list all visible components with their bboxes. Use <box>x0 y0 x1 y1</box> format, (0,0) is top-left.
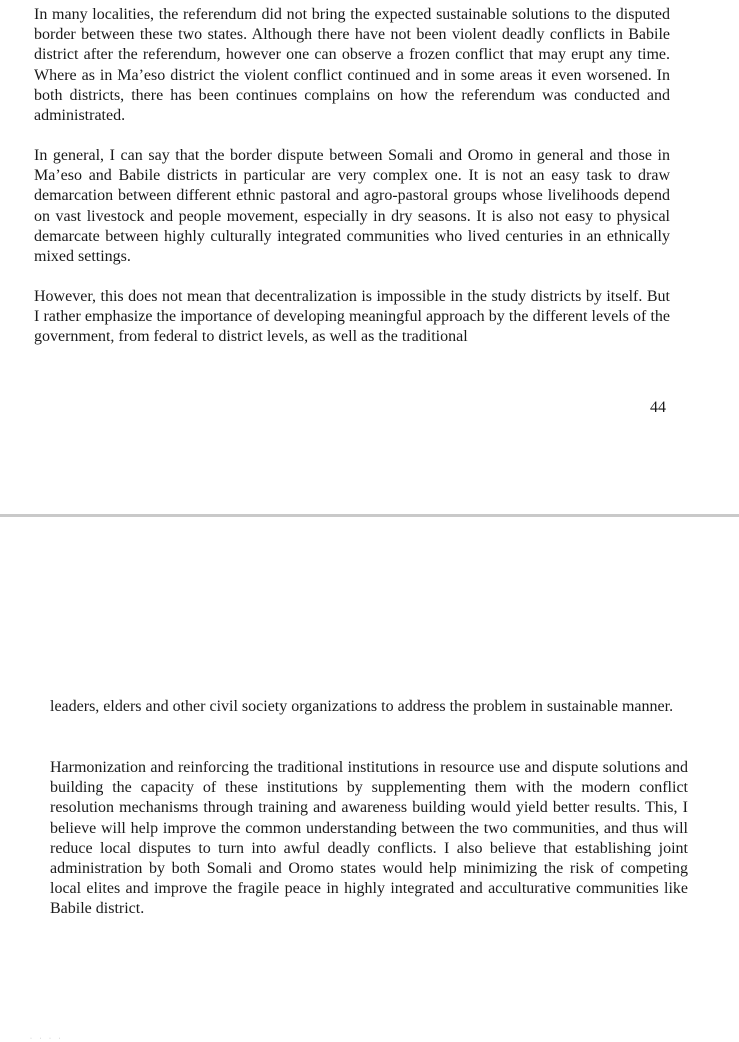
paragraph-referendum: In many localities, the referendum did not bring the expected sustainable solutions to the disputed border between these two states. Although there have not been violent deadly conflicts in Babile district after the referendum, however one can observe a frozen conflict that may erupt any time. Where as in Ma’eso district the violent conflict continued and in some areas it even worsened. In both districts, there has been continues complains on how the referendum was conducted and administrated. <box>34 6 670 125</box>
page-number: 44 <box>650 399 666 416</box>
paragraph-harmonization: Harmonization and reinforcing the traditional institutions in resource use and dispute solutions and building the capacity of these institutions by supplementing them with the modern conflict resolution mechanisms through training and awareness building would yield better results. This, I believe will help improve the common understanding between the two communities, and thus will reduce local disputes to turn into awful deadly conflicts. I also believe that establishing joint administration by both Somali and Oromo states would help minimizing the risk of competing local elites and improve the fragile peace in highly integrated and acculturative communities like Babile district. <box>50 759 688 918</box>
upper-page <box>0 0 739 514</box>
paragraph-continuation: leaders, elders and other civil society organizations to address the problem in sustainable manner. <box>50 698 674 715</box>
scan-artifact: · · · · <box>30 1036 64 1042</box>
paragraph-border-dispute: In general, I can say that the border dispute between Somali and Oromo in general and those in Ma’eso and Babile districts in particular are very complex one. It is not an easy task to draw demarcation between different ethnic pastoral and agro-pastoral groups whose livelihoods depend on vast livestock and people movement, especially in dry seasons. It is also not easy to physical demarcate between highly culturally integrated communities who lived centuries in an ethnically mixed settings. <box>34 147 670 266</box>
paragraph-decentralization: However, this does not mean that decentralization is impossible in the study districts by itself. But I rather emphasize the importance of developing meaningful approach by the different levels of the government, from federal to district levels, as well as the traditional <box>34 288 670 346</box>
